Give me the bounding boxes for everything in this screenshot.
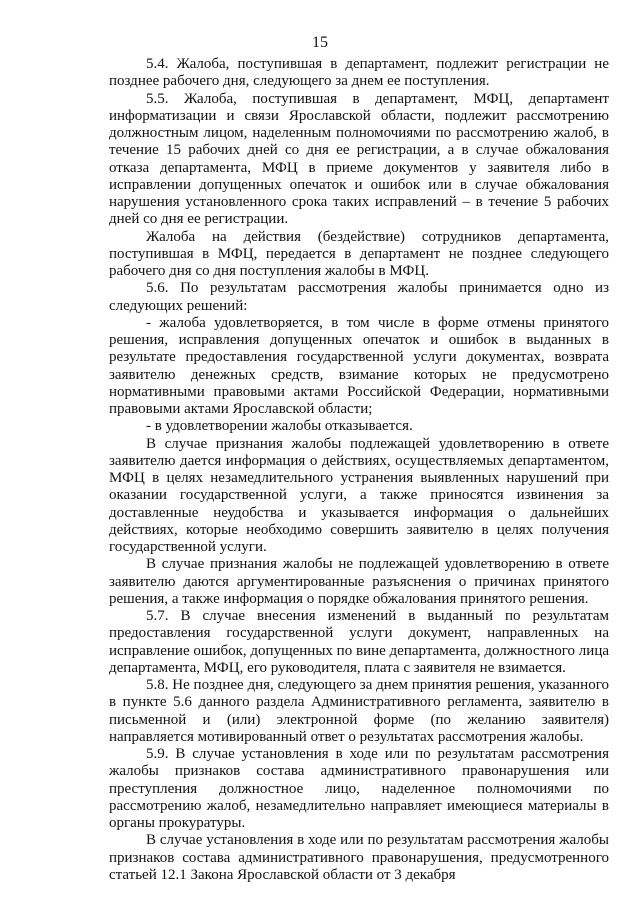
paragraph-5-4: 5.4. Жалоба, поступившая в департамент, подлежит регистрации не позднее рабочего дня, следующего за днем ее поступления. — [109, 56, 609, 90]
document-body — [109, 56, 609, 884]
paragraph-5-9: 5.9. В случае установления в ходе или по результатам рассмотрения жалобы признаков состава административного правонарушения или преступления должностное лицо, наделенное полномочиями по рассмотрению жалоб, незамедлительно направляет имеющиеся материалы в органы прокуратуры. — [109, 746, 609, 831]
paragraph-5-8: 5.8. Не позднее дня, следующего за днем принятия решения, указанного в пункте 5.6 данного раздела Административного регламента, заявителю в письменной и (или) электронной форме (по желанию заявителя) направляется мотивированный ответ о результатах рассмотрения жалобы. — [109, 677, 609, 745]
paragraph-5-6: 5.6. По результатам рассмотрения жалобы принимается одно из следующих решений: — [109, 280, 609, 314]
paragraph-refused-response: В случае признания жалобы не подлежащей удовлетворению в ответе заявителю даются аргументированные разъяснения о причинах принятого решения, а также информация о порядке обжалования принятого решения. — [109, 556, 609, 607]
paragraph-5-5: 5.5. Жалоба, поступившая в департамент, МФЦ, департамент информатизации и связи Ярославской области, подлежит рассмотрению должностным лицом, наделенным полномочиями по рассмотрению жалоб, в течение 15 рабочих дней со дня ее регистрации, а в случае обжалования отказа департамента, МФЦ в приеме документов у заявителя либо в исправлении допущенных опечаток и ошибок или в случае обжалования нарушения установленного срока таких исправлений – в течение 5 рабочих дней со дня ее регистрации. — [109, 90, 609, 228]
paragraph-complaint-transfer: Жалоба на действия (бездействие) сотрудников департамента, поступившая в МФЦ, передается в департамент не позднее следующего рабочего дня со дня поступления жалобы в МФЦ. — [109, 228, 609, 279]
page-number: 15 — [312, 34, 328, 51]
paragraph-satisfied-response: В случае признания жалобы подлежащей удовлетворению в ответе заявителю дается информация о действиях, осуществляемых департаментом, МФЦ в целях незамедлительного устранения выявленных нарушений при оказании государственной услуги, а также приносятся извинения за доставленные неудобства и указывается информация о дальнейших действиях, которые необходимо совершить заявителю в целях получения государственной услуги. — [109, 435, 609, 555]
paragraph-decision-refused: - в удовлетворении жалобы отказывается. — [146, 418, 413, 435]
paragraph-administrative-offense: В случае установления в ходе или по результатам рассмотрения жалобы признаков состава административного правонарушения, предусмотренного статьей 12.1 Закона Ярославской области от 3 декабря — [109, 832, 609, 883]
paragraph-5-7: 5.7. В случае внесения изменений в выданный по результатам предоставления государственной услуги документ, направленных на исправление ошибок, допущенных по вине департамента, должностного лица департамента, МФЦ, его руководителя, плата с заявителя не взимается. — [109, 608, 609, 676]
paragraph-decision-satisfied: - жалоба удовлетворяется, в том числе в форме отмены принятого решения, исправления допущенных опечаток и ошибок в выданных в результате предоставления государственной услуги документах, возврата заявителю денежных средств, взимание которых не предусмотрено нормативными правовыми актами Российской Федерации, нормативными правовыми актами Ярославской области; — [109, 314, 609, 417]
